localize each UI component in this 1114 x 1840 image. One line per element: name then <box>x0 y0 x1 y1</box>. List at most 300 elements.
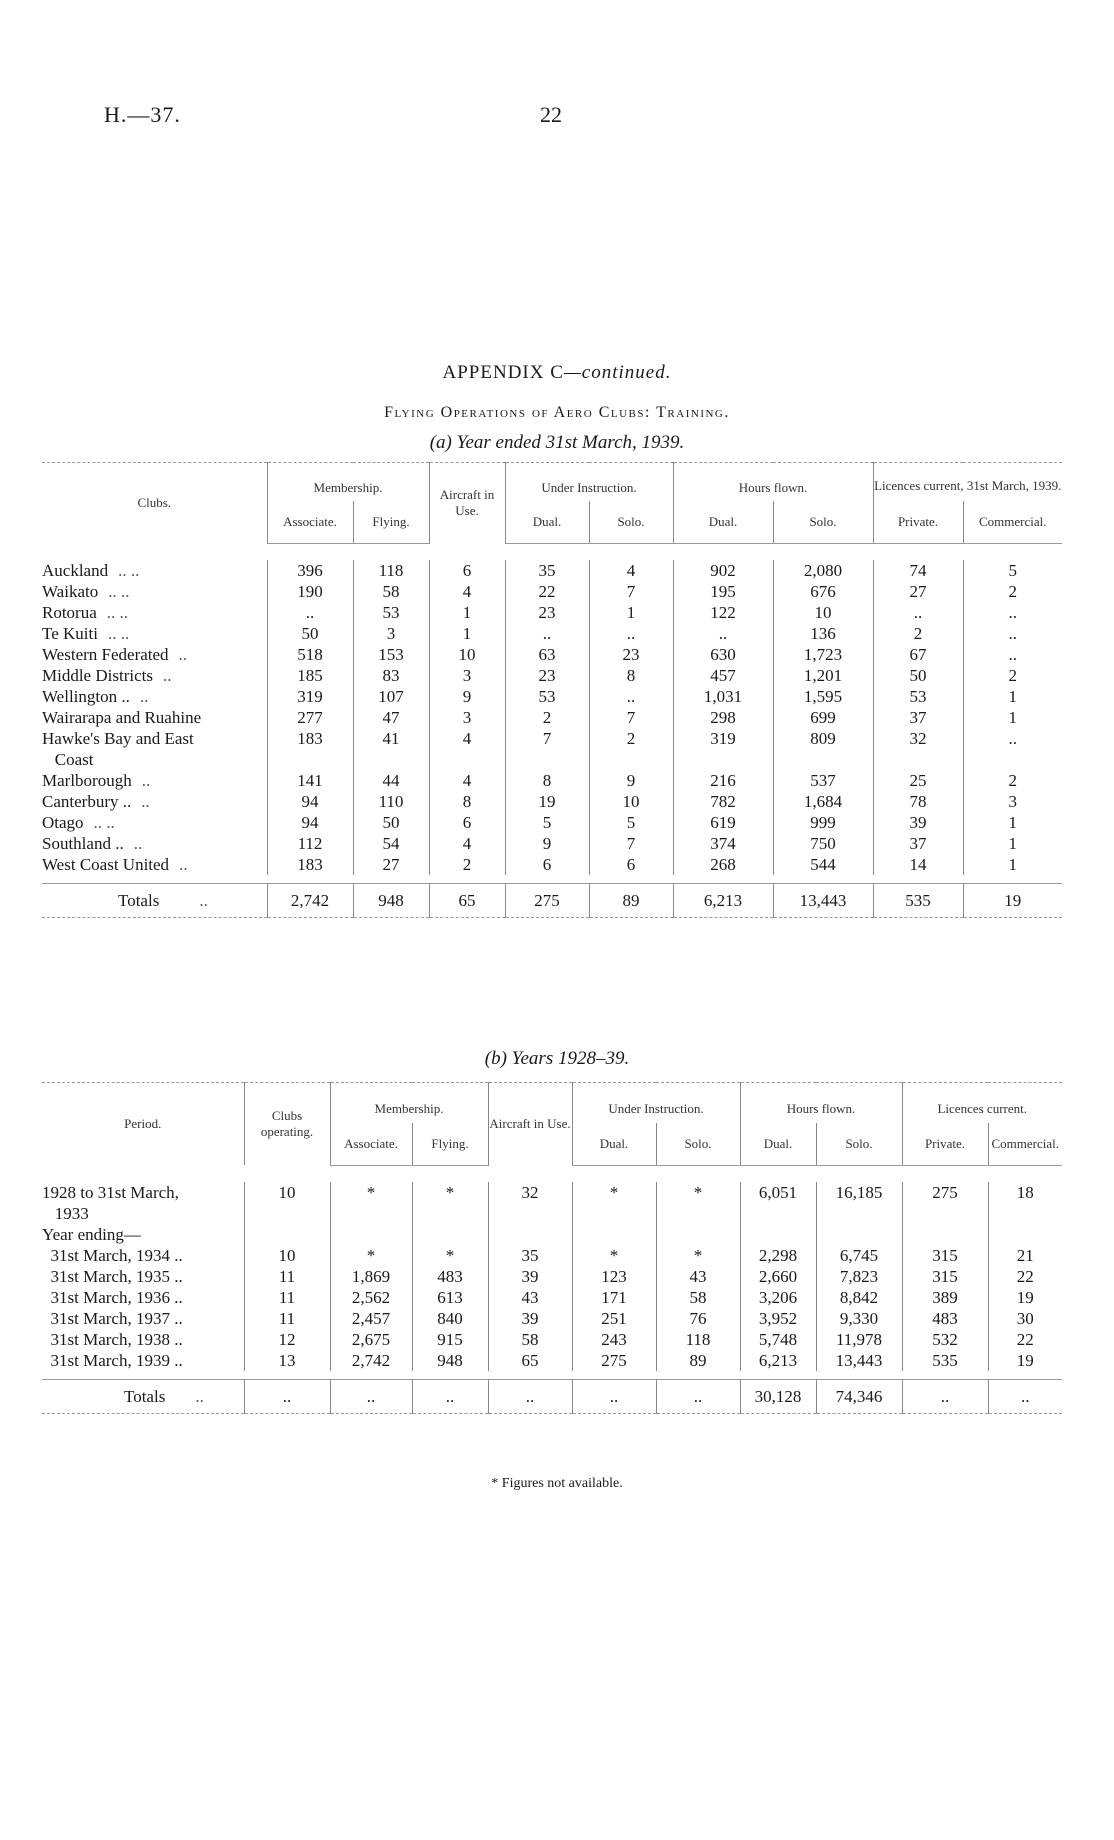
cell-commercial: 1 <box>963 833 1062 854</box>
table-row <box>42 812 1062 833</box>
table-b-caption: (b) Years 1928–39. <box>484 1048 630 1069</box>
cell-ui-dual: 23 <box>505 665 589 686</box>
leader-dots <box>93 750 103 769</box>
cell-ui-dual: .. <box>505 623 589 644</box>
table-row <box>42 728 1062 749</box>
cell-commercial: 5 <box>963 560 1062 581</box>
table-row <box>42 686 1062 707</box>
club-name-cell <box>42 644 267 665</box>
col-associate: Associate. <box>267 501 353 544</box>
cell-flying: 153 <box>353 644 429 665</box>
period-label: 31st March, 1935 .. <box>42 1266 183 1286</box>
leader-dots: .. .. <box>118 560 140 580</box>
total-h-dual: 30,128 <box>740 1379 816 1413</box>
club-name-cell <box>42 707 267 728</box>
cell-aircraft: 4 <box>429 728 505 749</box>
cell-commercial: 1 <box>963 854 1062 875</box>
table-row <box>42 1329 1062 1350</box>
cell-h-dual: 457 <box>673 665 773 686</box>
col-hours-dual: Dual. <box>673 501 773 544</box>
cell-assoc: 183 <box>267 854 353 875</box>
leader-dots <box>194 729 204 748</box>
cell-flying: 47 <box>353 707 429 728</box>
cell-commercial: 19 <box>988 1287 1062 1308</box>
cell-ui-dual: 63 <box>505 644 589 665</box>
cell-ui-dual: 2 <box>505 707 589 728</box>
cell-private: 78 <box>873 791 963 812</box>
cell-assoc: 50 <box>267 623 353 644</box>
cell-aircraft: 9 <box>429 686 505 707</box>
table-row <box>42 644 1062 665</box>
cell-commercial: 1 <box>963 686 1062 707</box>
cell-ui-dual: 7 <box>505 728 589 749</box>
cell-clubs: 12 <box>244 1329 330 1350</box>
leader-dots: .. <box>178 644 188 664</box>
cell-ui-dual: 171 <box>572 1287 656 1308</box>
period-label: 31st March, 1936 .. <box>42 1287 183 1307</box>
cell-assoc: 396 <box>267 560 353 581</box>
cell-clubs: 10 <box>244 1182 330 1203</box>
total-assoc: 2,742 <box>267 883 353 917</box>
cell-assoc: 277 <box>267 707 353 728</box>
cell-h-solo: 750 <box>773 833 873 854</box>
appendix-label: APPENDIX C <box>442 362 564 383</box>
leader-dots: .. <box>141 791 150 811</box>
cell-commercial: 18 <box>988 1182 1062 1203</box>
cell-h-dual: 630 <box>673 644 773 665</box>
cell-commercial <box>988 1224 1062 1245</box>
cell-commercial: .. <box>963 728 1062 749</box>
cell-assoc: 94 <box>267 812 353 833</box>
cell-h-dual: 902 <box>673 560 773 581</box>
cell-h-solo: 10 <box>773 602 873 623</box>
cell-assoc: 190 <box>267 581 353 602</box>
leader-dots: .. <box>162 665 172 685</box>
club-name: Wellington .. <box>42 686 130 706</box>
total-ui-dual: .. <box>572 1379 656 1413</box>
appendix-suffix: —continued. <box>563 362 672 383</box>
col-flying: Flying. <box>412 1123 488 1166</box>
leader-dots: .. <box>139 686 149 706</box>
cell-clubs: 13 <box>244 1350 330 1371</box>
cell-ui-dual: 19 <box>505 791 589 812</box>
table-row <box>42 1224 1062 1245</box>
totals-row <box>42 1379 1062 1413</box>
cell-h-solo: 1,684 <box>773 791 873 812</box>
cell-ui-dual <box>572 1224 656 1245</box>
club-name-cell <box>42 770 267 791</box>
cell-h-dual: 3,952 <box>740 1308 816 1329</box>
cell-h-dual <box>740 1203 816 1224</box>
cell-h-solo: 1,723 <box>773 644 873 665</box>
leader-dots: .. .. <box>93 812 115 832</box>
cell-commercial: .. <box>963 623 1062 644</box>
cell-private: 2 <box>873 623 963 644</box>
cell-private: 14 <box>873 854 963 875</box>
table-row <box>42 1350 1062 1371</box>
cell-commercial: 22 <box>988 1329 1062 1350</box>
cell-aircraft: 4 <box>429 770 505 791</box>
cell-ui-dual <box>505 749 589 770</box>
cell-h-solo: 136 <box>773 623 873 644</box>
cell-aircraft <box>488 1203 572 1224</box>
total-aircraft: 65 <box>429 883 505 917</box>
cell-flying: 54 <box>353 833 429 854</box>
cell-ui-solo: 1 <box>589 602 673 623</box>
cell-flying: 915 <box>412 1329 488 1350</box>
cell-flying <box>353 749 429 770</box>
cell-aircraft: 32 <box>488 1182 572 1203</box>
total-ui-solo: .. <box>656 1379 740 1413</box>
cell-ui-solo <box>656 1224 740 1245</box>
cell-h-solo: 999 <box>773 812 873 833</box>
total-h-solo: 13,443 <box>773 883 873 917</box>
cell-aircraft: 39 <box>488 1266 572 1287</box>
cell-aircraft: 10 <box>429 644 505 665</box>
table-a-caption: (a) Year ended 31st March, 1939. <box>429 432 685 453</box>
club-name: Southland .. <box>42 833 124 853</box>
cell-assoc: 94 <box>267 791 353 812</box>
cell-h-dual: 2,660 <box>740 1266 816 1287</box>
cell-ui-dual <box>572 1203 656 1224</box>
col-under-instruction: Under Instruction. <box>572 1083 740 1123</box>
cell-aircraft: 65 <box>488 1350 572 1371</box>
leader-dots: .. .. <box>107 623 130 643</box>
period-label: 1928 to 31st March, <box>42 1182 179 1202</box>
cell-aircraft <box>488 1224 572 1245</box>
cell-ui-solo: 8 <box>589 665 673 686</box>
cell-commercial: 2 <box>963 665 1062 686</box>
cell-h-solo <box>816 1203 902 1224</box>
totals-label-cell <box>42 883 267 917</box>
col-aircraft: Aircraft in Use. <box>488 1083 572 1166</box>
cell-h-dual: 5,748 <box>740 1329 816 1350</box>
club-name-cell <box>42 812 267 833</box>
period-label: Year ending— <box>42 1224 141 1244</box>
cell-assoc: 2,562 <box>330 1287 412 1308</box>
cell-h-solo: 537 <box>773 770 873 791</box>
total-private: .. <box>902 1379 988 1413</box>
footnote: * Figures not available. <box>491 1476 623 1491</box>
cell-flying: 107 <box>353 686 429 707</box>
cell-aircraft: 2 <box>429 854 505 875</box>
cell-ui-solo: 76 <box>656 1308 740 1329</box>
cell-aircraft: 3 <box>429 665 505 686</box>
cell-aircraft: 8 <box>429 791 505 812</box>
cell-private: 389 <box>902 1287 988 1308</box>
table-row <box>42 560 1062 581</box>
cell-assoc: 2,742 <box>330 1350 412 1371</box>
cell-ui-solo <box>656 1203 740 1224</box>
totals-label: Totals <box>118 890 160 910</box>
club-name: Hawke's Bay and East <box>42 728 194 748</box>
period-label: 31st March, 1934 .. <box>42 1245 183 1265</box>
cell-assoc: .. <box>267 602 353 623</box>
cell-commercial: 30 <box>988 1308 1062 1329</box>
cell-h-solo <box>816 1224 902 1245</box>
cell-commercial: 22 <box>988 1266 1062 1287</box>
col-licences: Licences current, 31st March, 1939. <box>873 463 1062 501</box>
cell-assoc: 141 <box>267 770 353 791</box>
cell-h-dual: 6,051 <box>740 1182 816 1203</box>
col-ui-dual: Dual. <box>505 501 589 544</box>
col-commercial: Commercial. <box>963 501 1062 544</box>
leader-dots: .. <box>179 854 188 874</box>
cell-h-solo: 1,201 <box>773 665 873 686</box>
col-flying: Flying. <box>353 501 429 544</box>
cell-ui-solo: 43 <box>656 1266 740 1287</box>
cell-h-dual: 619 <box>673 812 773 833</box>
col-hours-dual: Dual. <box>740 1123 816 1166</box>
cell-ui-dual: 9 <box>505 833 589 854</box>
col-ui-solo: Solo. <box>589 501 673 544</box>
cell-h-solo <box>773 749 873 770</box>
club-name-cell <box>42 623 267 644</box>
cell-flying: 3 <box>353 623 429 644</box>
col-membership: Membership. <box>267 463 429 501</box>
cell-private: 32 <box>873 728 963 749</box>
cell-clubs <box>244 1224 330 1245</box>
cell-aircraft: 1 <box>429 602 505 623</box>
total-clubs: .. <box>244 1379 330 1413</box>
cell-private: 25 <box>873 770 963 791</box>
table-row <box>42 1266 1062 1287</box>
cell-flying: 483 <box>412 1266 488 1287</box>
club-name: Wairarapa and Ruahine <box>42 707 202 727</box>
cell-h-solo: 16,185 <box>816 1182 902 1203</box>
cell-commercial: 1 <box>963 707 1062 728</box>
cell-h-dual: 1,031 <box>673 686 773 707</box>
club-name-cell <box>42 791 267 812</box>
cell-h-solo: 2,080 <box>773 560 873 581</box>
cell-h-dual: 6,213 <box>740 1350 816 1371</box>
cell-flying: 118 <box>353 560 429 581</box>
club-name: Middle Districts <box>42 665 153 685</box>
total-commercial: .. <box>988 1379 1062 1413</box>
cell-flying <box>412 1224 488 1245</box>
cell-ui-solo: 89 <box>656 1350 740 1371</box>
cell-commercial <box>988 1203 1062 1224</box>
cell-ui-dual: 35 <box>505 560 589 581</box>
cell-h-solo: 9,330 <box>816 1308 902 1329</box>
cell-commercial: 2 <box>963 770 1062 791</box>
cell-private: 27 <box>873 581 963 602</box>
period-label: 31st March, 1937 .. <box>42 1308 183 1328</box>
cell-clubs: 11 <box>244 1287 330 1308</box>
cell-private: 74 <box>873 560 963 581</box>
table-row <box>42 833 1062 854</box>
club-name: Western Federated <box>42 644 169 664</box>
table-row <box>42 707 1062 728</box>
cell-ui-dual: 6 <box>505 854 589 875</box>
cell-ui-solo: 7 <box>589 707 673 728</box>
club-name-cell <box>42 749 267 770</box>
cell-assoc <box>330 1203 412 1224</box>
cell-assoc <box>330 1224 412 1245</box>
totals-row <box>42 883 1062 917</box>
cell-h-dual: 782 <box>673 791 773 812</box>
cell-assoc: 185 <box>267 665 353 686</box>
cell-commercial: 1 <box>963 812 1062 833</box>
club-name: Marlborough <box>42 770 132 790</box>
total-aircraft: .. <box>488 1379 572 1413</box>
cell-h-dual: 195 <box>673 581 773 602</box>
cell-flying: * <box>412 1182 488 1203</box>
cell-private: 37 <box>873 833 963 854</box>
table-row <box>42 1287 1062 1308</box>
period-label: 1933 <box>42 1203 89 1223</box>
cell-flying: 110 <box>353 791 429 812</box>
cell-private: 53 <box>873 686 963 707</box>
club-name-cell <box>42 665 267 686</box>
cell-ui-solo: 118 <box>656 1329 740 1350</box>
cell-ui-solo: .. <box>589 623 673 644</box>
cell-ui-dual: 23 <box>505 602 589 623</box>
cell-commercial: 21 <box>988 1245 1062 1266</box>
cell-assoc: 112 <box>267 833 353 854</box>
club-name: Canterbury .. <box>42 791 132 811</box>
col-under-instruction: Under Instruction. <box>505 463 673 501</box>
cell-aircraft: 58 <box>488 1329 572 1350</box>
col-ui-solo: Solo. <box>656 1123 740 1166</box>
table-row <box>42 770 1062 791</box>
training-table-1928-39 <box>42 1082 1062 1414</box>
cell-aircraft: 4 <box>429 581 505 602</box>
cell-flying: * <box>412 1245 488 1266</box>
cell-ui-solo: * <box>656 1182 740 1203</box>
cell-flying: 948 <box>412 1350 488 1371</box>
cell-commercial: .. <box>963 602 1062 623</box>
cell-ui-dual: 275 <box>572 1350 656 1371</box>
col-commercial: Commercial. <box>988 1123 1062 1166</box>
cell-ui-dual: 8 <box>505 770 589 791</box>
club-name-cell <box>42 833 267 854</box>
cell-clubs: 11 <box>244 1266 330 1287</box>
cell-ui-solo: 2 <box>589 728 673 749</box>
cell-ui-dual: 251 <box>572 1308 656 1329</box>
cell-ui-solo: 5 <box>589 812 673 833</box>
cell-h-dual: 2,298 <box>740 1245 816 1266</box>
cell-aircraft <box>429 749 505 770</box>
cell-h-dual: 374 <box>673 833 773 854</box>
col-hours-flown: Hours flown. <box>673 463 873 501</box>
col-aircraft: Aircraft in Use. <box>429 463 505 544</box>
cell-aircraft: 6 <box>429 560 505 581</box>
cell-flying: 41 <box>353 728 429 749</box>
cell-private: 315 <box>902 1245 988 1266</box>
cell-ui-solo: 9 <box>589 770 673 791</box>
total-ui-dual: 275 <box>505 883 589 917</box>
club-name: Auckland <box>42 560 109 580</box>
cell-commercial: .. <box>963 644 1062 665</box>
cell-clubs <box>244 1203 330 1224</box>
col-hours-solo: Solo. <box>773 501 873 544</box>
club-name: Rotorua <box>42 602 97 622</box>
cell-assoc: 319 <box>267 686 353 707</box>
table-row <box>42 1308 1062 1329</box>
cell-aircraft: 6 <box>429 812 505 833</box>
cell-flying: 840 <box>412 1308 488 1329</box>
cell-commercial <box>963 749 1062 770</box>
cell-h-solo: 7,823 <box>816 1266 902 1287</box>
table-row <box>42 623 1062 644</box>
period-label: 31st March, 1939 .. <box>42 1350 183 1370</box>
table-row <box>42 854 1062 875</box>
total-private: 535 <box>873 883 963 917</box>
total-h-dual: 6,213 <box>673 883 773 917</box>
table-row <box>42 665 1062 686</box>
cell-ui-solo: 58 <box>656 1287 740 1308</box>
cell-ui-solo: 7 <box>589 581 673 602</box>
cell-ui-solo: 4 <box>589 560 673 581</box>
col-licences: Licences current. <box>902 1083 1062 1123</box>
club-name-cell <box>42 728 267 749</box>
cell-aircraft: 3 <box>429 707 505 728</box>
club-name-cell <box>42 686 267 707</box>
cell-flying: 58 <box>353 581 429 602</box>
leader-dots: .. <box>199 890 208 910</box>
table-row <box>42 1245 1062 1266</box>
cell-assoc: 518 <box>267 644 353 665</box>
cell-h-dual: 122 <box>673 602 773 623</box>
total-assoc: .. <box>330 1379 412 1413</box>
cell-h-solo: 6,745 <box>816 1245 902 1266</box>
col-hours-flown: Hours flown. <box>740 1083 902 1123</box>
cell-private: 37 <box>873 707 963 728</box>
col-ui-dual: Dual. <box>572 1123 656 1166</box>
cell-private <box>873 749 963 770</box>
cell-flying: 27 <box>353 854 429 875</box>
total-h-solo: 74,346 <box>816 1379 902 1413</box>
club-name-cell <box>42 602 267 623</box>
cell-h-dual: 3,206 <box>740 1287 816 1308</box>
cell-ui-solo: 7 <box>589 833 673 854</box>
cell-h-solo: 11,978 <box>816 1329 902 1350</box>
leader-dots: .. .. <box>108 581 130 601</box>
cell-clubs: 10 <box>244 1245 330 1266</box>
cell-h-solo: 809 <box>773 728 873 749</box>
cell-ui-solo: .. <box>589 686 673 707</box>
cell-aircraft: 4 <box>429 833 505 854</box>
cell-ui-dual: 243 <box>572 1329 656 1350</box>
cell-private: 50 <box>873 665 963 686</box>
leader-dots <box>201 708 211 727</box>
cell-ui-dual: 22 <box>505 581 589 602</box>
col-membership: Membership. <box>330 1083 488 1123</box>
cell-ui-solo <box>589 749 673 770</box>
cell-private <box>902 1203 988 1224</box>
cell-ui-solo: * <box>656 1245 740 1266</box>
cell-assoc <box>267 749 353 770</box>
cell-assoc: * <box>330 1245 412 1266</box>
cell-commercial: 2 <box>963 581 1062 602</box>
page-number: 22 <box>540 102 562 127</box>
table-row <box>42 602 1062 623</box>
cell-h-dual <box>740 1224 816 1245</box>
col-period: Period. <box>124 1116 162 1131</box>
total-flying: 948 <box>353 883 429 917</box>
col-associate: Associate. <box>330 1123 412 1166</box>
cell-flying: 613 <box>412 1287 488 1308</box>
table-row <box>42 1203 1062 1224</box>
totals-label-cell <box>42 1379 244 1413</box>
club-name: Waikato <box>42 581 99 601</box>
cell-private: 535 <box>902 1350 988 1371</box>
col-private: Private. <box>873 501 963 544</box>
leader-dots: .. <box>133 833 143 853</box>
period-label: 31st March, 1938 .. <box>42 1329 183 1349</box>
cell-private <box>902 1224 988 1245</box>
